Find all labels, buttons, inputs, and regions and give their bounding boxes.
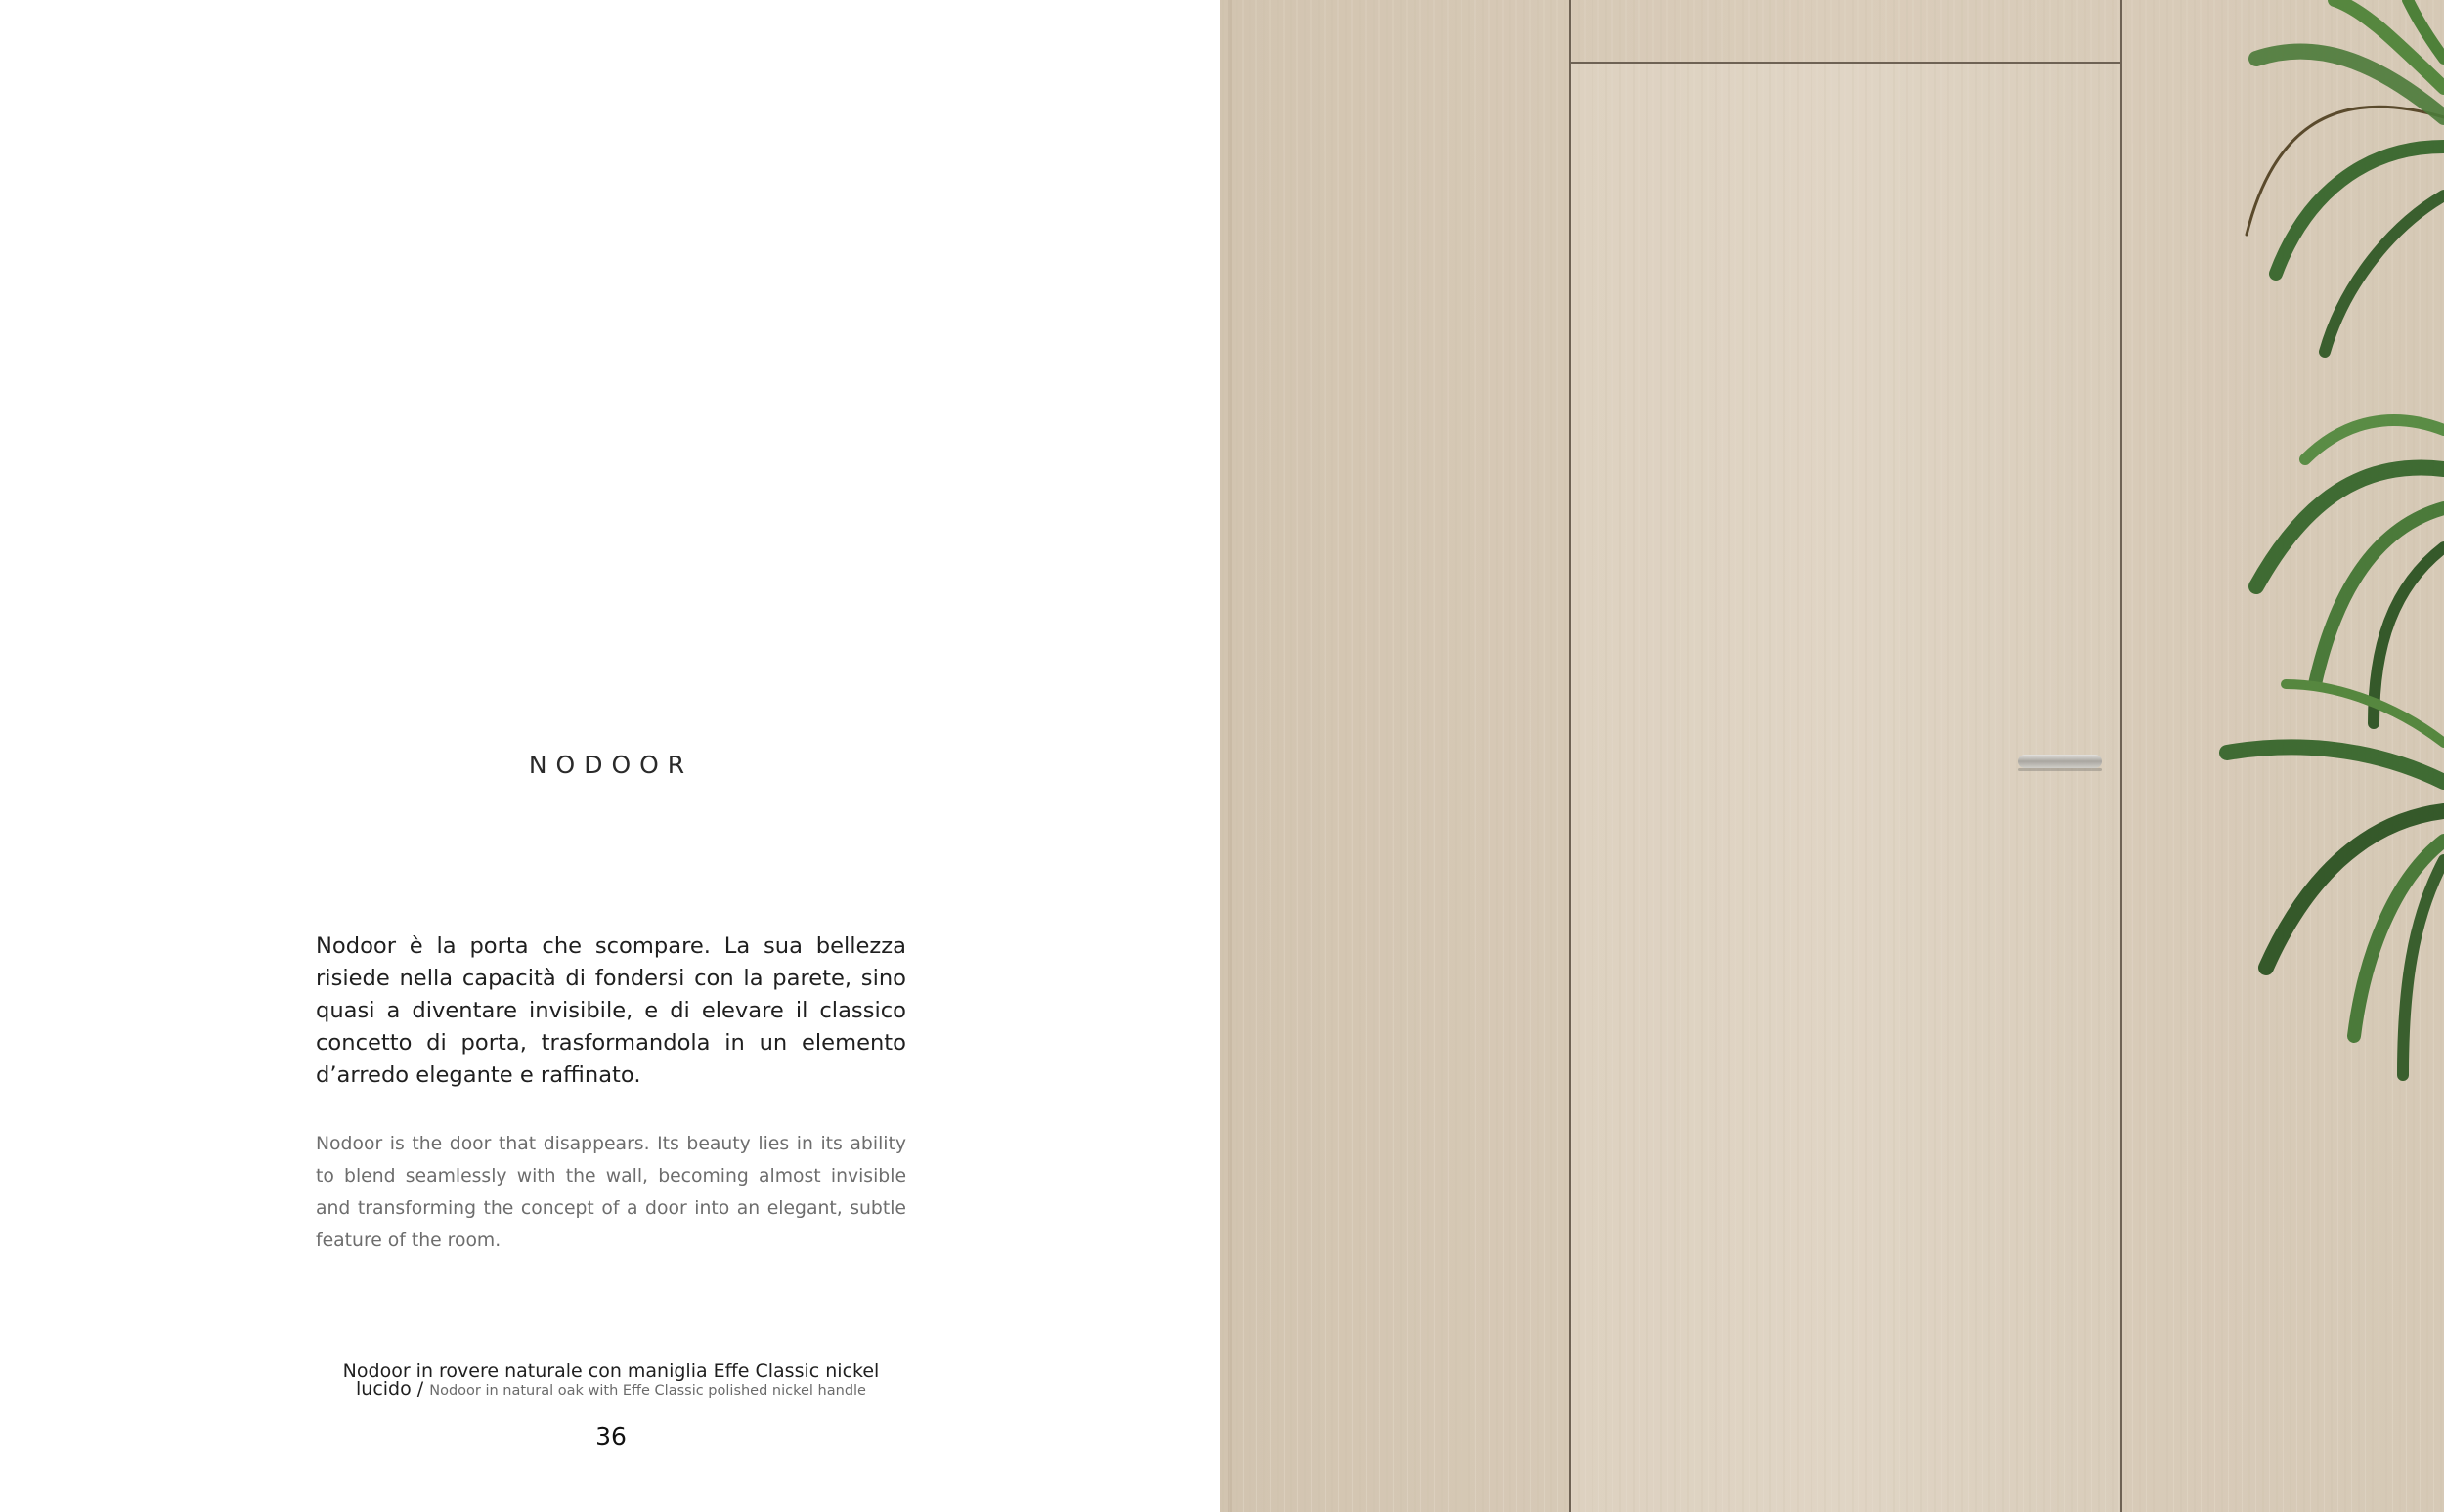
product-title: NODOOR	[528, 751, 694, 779]
caption-italian: Nodoor in rovere naturale con maniglia Effe Classic nickel lucido /	[342, 1361, 880, 1400]
photo-caption	[323, 1362, 899, 1400]
page-number: 36	[595, 1422, 627, 1450]
description-english: Nodoor is the door that disappears. Its beauty lies in its ability to blend seamlessly with the wall, becoming almost invisible and transforming the concept of a door into an elegant, subtle feature of the room.	[316, 1134, 906, 1251]
caption-english: Nodoor in natural oak with Effe Classic polished nickel handle	[429, 1383, 866, 1399]
left-page	[0, 0, 1220, 1512]
door-photo-illustration	[1220, 0, 2444, 1512]
door-handle-icon	[2018, 755, 2102, 771]
description-italian: Nodoor è la porta che scompare. La sua bellezza risiede nella capacità di fondersi con la parete, sino quasi a diventare invisibile, e di elevare il classico concetto di porta, trasformandola in un elemento d’arredo elegante e raffinato.	[316, 933, 906, 1088]
door-photo	[1220, 0, 2444, 1512]
